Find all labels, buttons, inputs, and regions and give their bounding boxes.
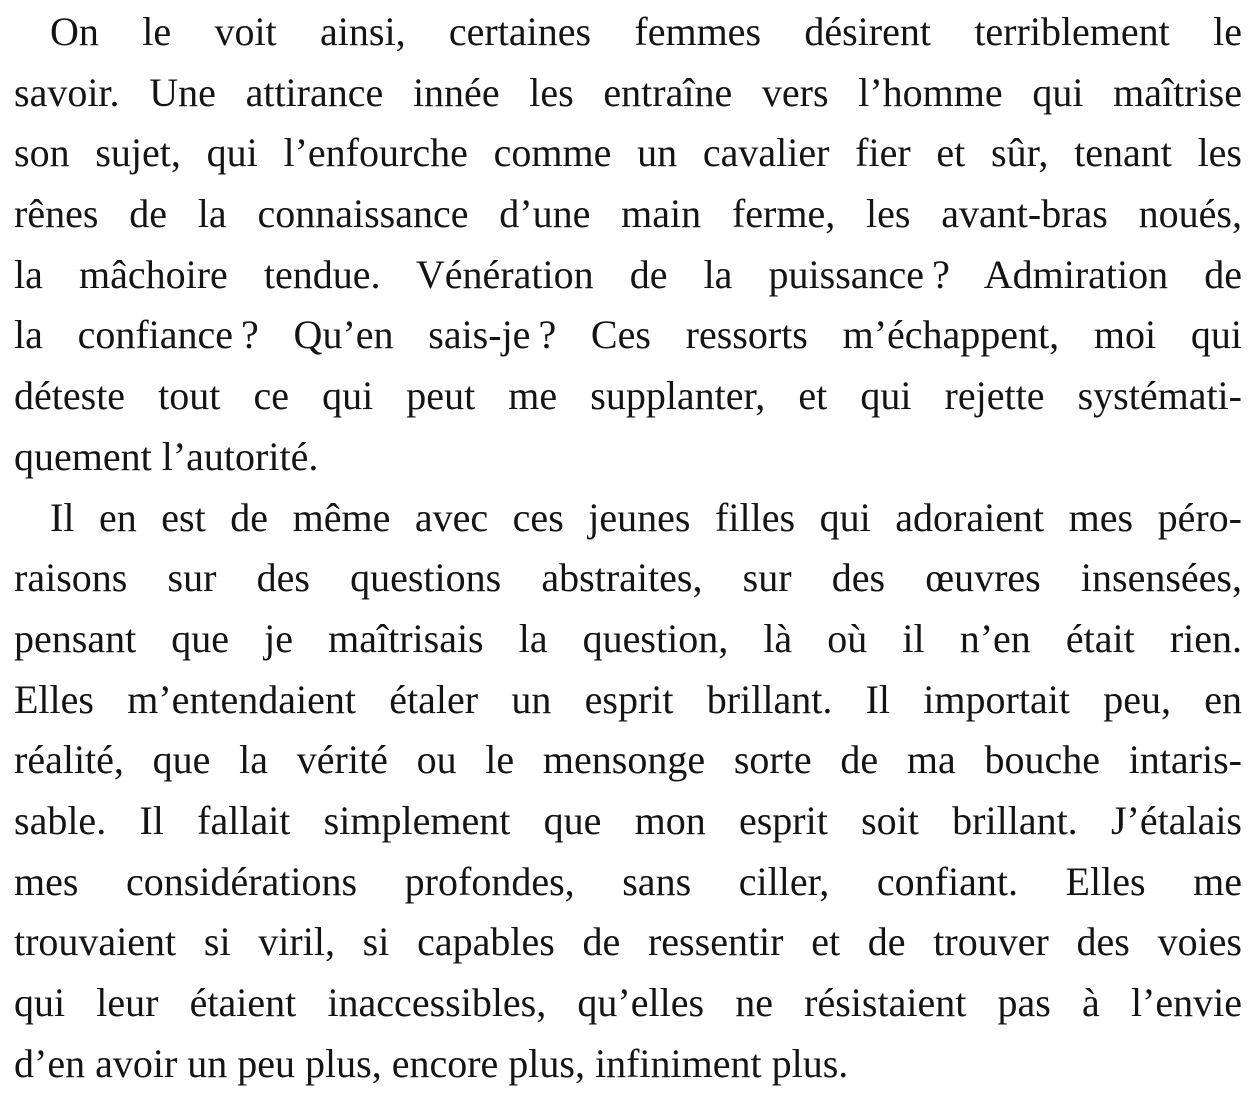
text-line: Il en est de même avec ces jeunes filles qui adoraient mes péro- xyxy=(50,494,1242,540)
text-line: d’en avoir un peu plus, encore plus, infiniment plus. xyxy=(14,1040,849,1086)
text-line: la mâchoire tendue. Vénération de la puissance ? Admiration de xyxy=(14,251,1242,297)
text-line: quement l’autorité. xyxy=(14,433,319,479)
text-line: Elles m’entendaient étaler un esprit brillant. Il importait peu, en xyxy=(14,676,1242,722)
page-text xyxy=(14,2,1242,1094)
text-line: rênes de la connaissance d’une main ferme, les avant-bras noués, xyxy=(14,191,1242,237)
text-line: raisons sur des questions abstraites, sur des œuvres insensées, xyxy=(14,555,1242,601)
text-line: savoir. Une attirance innée les entraîne vers l’homme qui maîtrise xyxy=(14,69,1242,115)
text-line: réalité, que la vérité ou le mensonge sorte de ma bouche intaris- xyxy=(14,737,1242,783)
text-line: la confiance ? Qu’en sais-je ? Ces ressorts m’échappent, moi qui xyxy=(14,312,1242,358)
text-line: trouvaient si viril, si capables de ressentir et de trouver des voies xyxy=(14,919,1242,965)
text-line: déteste tout ce qui peut me supplanter, et qui rejette systémati- xyxy=(14,373,1242,419)
text-line: pensant que je maîtrisais la question, là où il n’en était rien. xyxy=(14,615,1242,661)
text-line: son sujet, qui l’enfourche comme un cavalier fier et sûr, tenant les xyxy=(14,130,1242,176)
text-line: On le voit ainsi, certaines femmes désirent terriblement le xyxy=(50,9,1242,54)
text-line: sable. Il fallait simplement que mon esprit soit brillant. J’étalais xyxy=(14,797,1242,843)
text-line: qui leur étaient inaccessibles, qu’elles ne résistaient pas à l’envie xyxy=(14,980,1242,1025)
text-line: mes considérations profondes, sans ciller, confiant. Elles me xyxy=(14,858,1242,904)
